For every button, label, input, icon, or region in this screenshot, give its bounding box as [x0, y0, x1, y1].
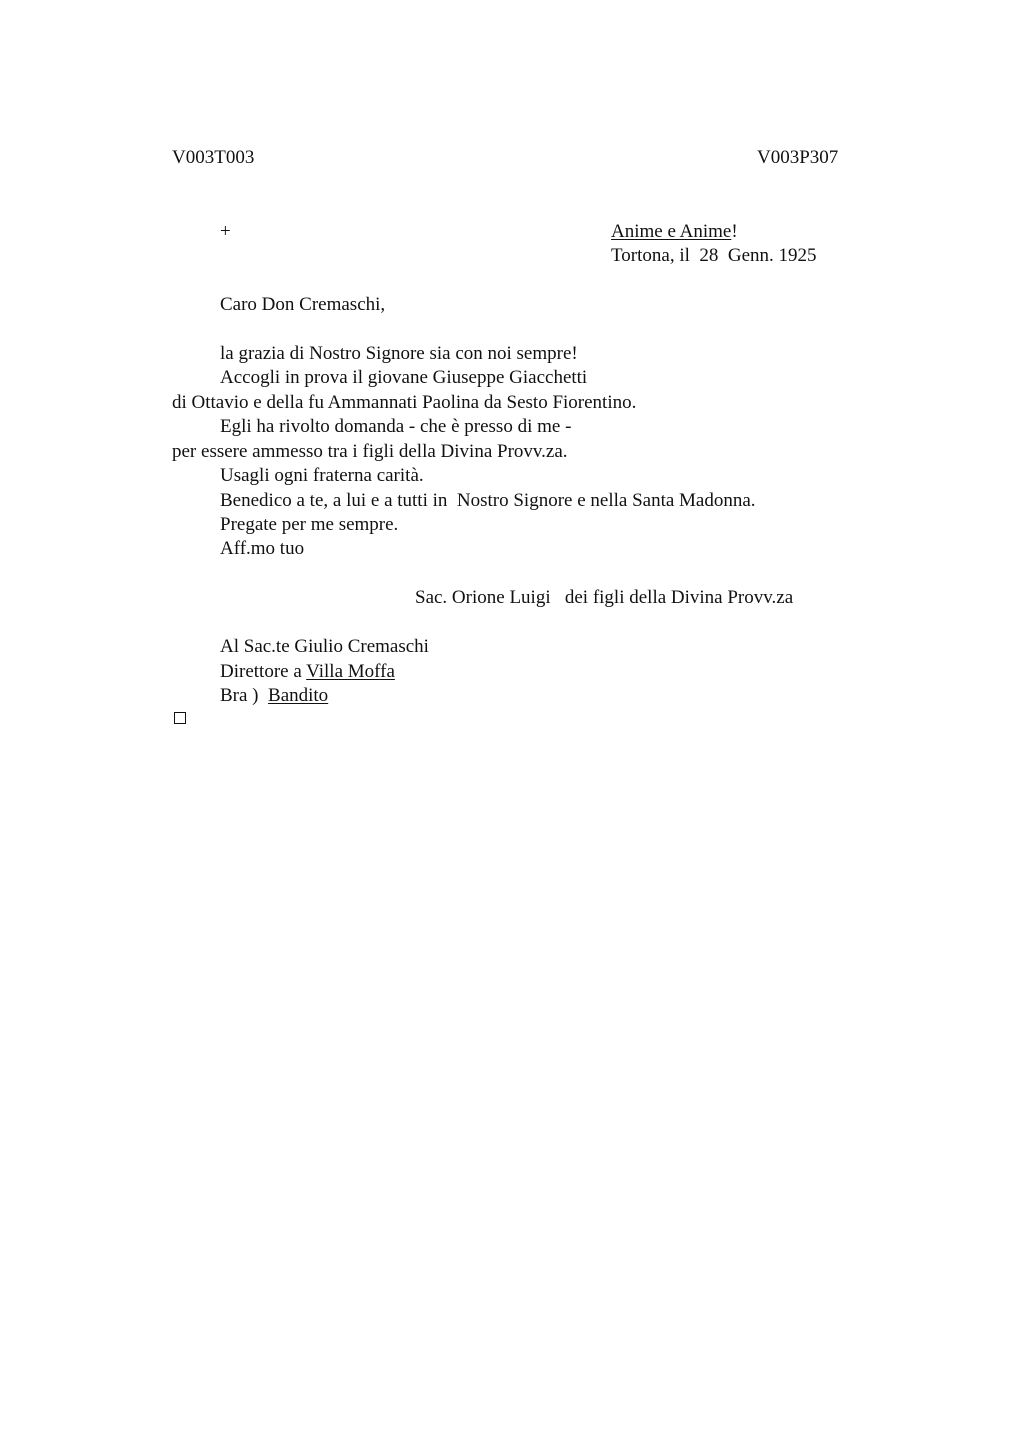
address-line-2-prefix: Direttore a — [220, 661, 307, 682]
signature: Sac. Orione Luigi dei figli della Divina Provv.za — [415, 587, 794, 608]
body-line-3: di Ottavio e della fu Ammannati Paolina da Sesto Fiorentino. — [172, 392, 637, 413]
empty-square-icon — [174, 712, 186, 724]
address-bandito-underlined: Bandito — [268, 685, 329, 706]
document-code-right: V003P307 — [757, 147, 839, 168]
address-place-underlined: Villa Moffa — [306, 661, 395, 682]
motto-tail: ! — [731, 221, 738, 242]
motto-underlined: Anime e Anime — [611, 221, 732, 242]
document-code-left: V003T003 — [172, 147, 255, 168]
place-date: Tortona, il 28 Genn. 1925 — [611, 245, 817, 266]
body-line-1: la grazia di Nostro Signore sia con noi sempre! — [220, 343, 578, 364]
body-line-7: Benedico a te, a lui e a tutti in Nostro Signore e nella Santa Madonna. — [220, 490, 756, 511]
address-line-3-prefix: Bra ) — [220, 685, 269, 706]
motto — [611, 220, 738, 244]
body-line-6: Usagli ogni fraterna carità. — [220, 465, 424, 486]
closing: Aff.mo tuo — [220, 538, 305, 559]
cross-symbol: + — [220, 221, 231, 242]
body-line-2: Accogli in prova il giovane Giuseppe Giacchetti — [220, 367, 588, 388]
address-line-1: Al Sac.te Giulio Cremaschi — [220, 636, 429, 657]
salutation: Caro Don Cremaschi, — [220, 294, 386, 315]
body-line-4: Egli ha rivolto domanda - che è presso di me - — [220, 416, 572, 437]
body-line-5: per essere ammesso tra i figli della Divina Provv.za. — [172, 441, 568, 462]
body-line-8: Pregate per me sempre. — [220, 514, 399, 535]
address-line-3 — [220, 684, 328, 708]
address-line-2 — [220, 660, 395, 684]
